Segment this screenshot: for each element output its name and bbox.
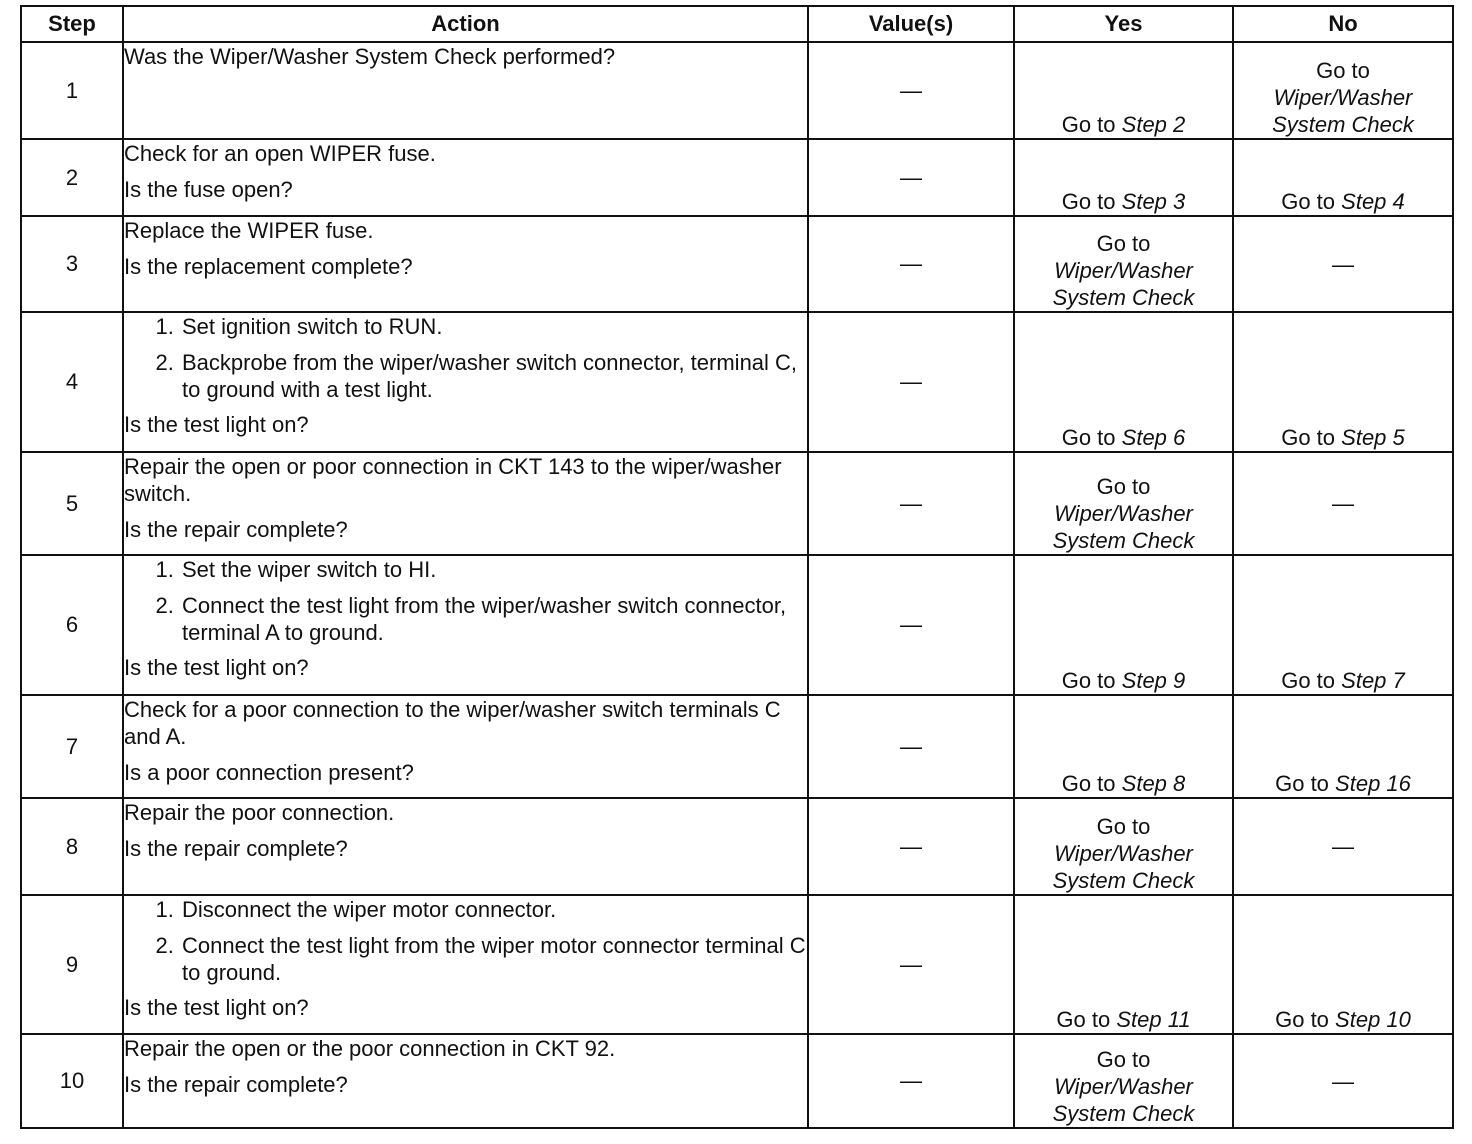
no-cell [1233, 452, 1453, 555]
no-check-line2: System Check [1272, 112, 1414, 137]
action-text: Replace the WIPER fuse. [124, 218, 374, 243]
yes-go-to: Go to [1096, 1047, 1151, 1072]
table-row [21, 1034, 1453, 1128]
yes-check-line2: System Check [1052, 285, 1195, 310]
table-row [21, 798, 1453, 895]
no-go-to: Go to [1281, 668, 1336, 693]
header-yes: Yes [1014, 6, 1233, 42]
step-number: 7 [21, 695, 123, 798]
value-cell [808, 555, 1014, 695]
no-go-to: Go to [1316, 58, 1370, 83]
header-step: Step [21, 6, 123, 42]
yes-go-to: Go to [1061, 668, 1116, 693]
header-row [21, 6, 1453, 42]
action-question: Is the repair complete? [124, 836, 348, 861]
no-go-to: Go to [1275, 771, 1329, 796]
table-row [21, 895, 1453, 1034]
action-question: Is the fuse open? [124, 177, 293, 202]
no-dash: — [1332, 491, 1354, 516]
action-cell [123, 895, 808, 1034]
action-steps [124, 896, 807, 986]
step-number: 9 [21, 895, 123, 1034]
table-row [21, 312, 1453, 452]
no-cell [1233, 42, 1453, 139]
action-question: Is the replacement complete? [124, 254, 413, 279]
action-cell [123, 695, 808, 798]
step-number: 1 [21, 42, 123, 139]
action-text: Check for an open WIPER fuse. [124, 141, 436, 166]
no-dash: — [1332, 834, 1354, 859]
action-step-item: 1. Disconnect the wiper motor connector. [180, 896, 807, 923]
no-step-link: Step 5 [1341, 425, 1405, 450]
action-cell [123, 42, 808, 139]
yes-cell [1014, 139, 1233, 216]
yes-check-line1: Wiper/Washer [1054, 1074, 1193, 1099]
value-dash: — [900, 951, 922, 977]
step-number: 10 [21, 1034, 123, 1128]
table-row [21, 555, 1453, 695]
table-row [21, 42, 1453, 139]
value-dash: — [900, 251, 922, 276]
no-cell [1233, 139, 1453, 216]
yes-go-to: Go to [1096, 474, 1151, 499]
yes-cell [1014, 452, 1233, 555]
value-cell [808, 1034, 1014, 1128]
no-step-link: Step 16 [1335, 771, 1411, 796]
action-question: Is a poor connection present? [124, 760, 414, 785]
value-dash: — [900, 612, 922, 637]
no-cell [1233, 555, 1453, 695]
action-cell [123, 798, 808, 895]
header-action: Action [123, 6, 808, 42]
no-go-to: Go to [1281, 425, 1336, 450]
step-number: 2 [21, 139, 123, 216]
value-cell [808, 312, 1014, 452]
action-text: Repair the open or poor connection in CKT 143 to the wiper/washer switch. [124, 454, 782, 506]
value-cell [808, 895, 1014, 1034]
value-dash: — [900, 369, 922, 394]
action-step-item: 2. Connect the test light from the wiper motor connector terminal C to ground. [180, 932, 807, 986]
yes-cell [1014, 555, 1233, 695]
value-cell [808, 452, 1014, 555]
value-dash: — [900, 833, 922, 859]
table-row [21, 695, 1453, 798]
yes-step-link: Step 3 [1121, 189, 1186, 214]
yes-cell [1014, 798, 1233, 895]
yes-step-link: Step 2 [1121, 112, 1186, 137]
value-cell [808, 42, 1014, 139]
yes-cell [1014, 895, 1233, 1034]
yes-go-to: Go to [1096, 231, 1151, 256]
action-cell [123, 452, 808, 555]
value-cell [808, 139, 1014, 216]
diagnostic-table [20, 5, 1454, 1129]
value-cell [808, 695, 1014, 798]
no-cell [1233, 695, 1453, 798]
no-cell [1233, 798, 1453, 895]
action-text: Check for a poor connection to the wiper/washer switch terminals C and A. [124, 697, 781, 749]
step-number: 4 [21, 312, 123, 452]
action-step-item: 2. Backprobe from the wiper/washer switch connector, terminal C, to ground with a test light. [180, 349, 807, 403]
yes-step-link: Step 8 [1121, 771, 1186, 796]
action-question: Is the repair complete? [124, 517, 348, 542]
step-number: 8 [21, 798, 123, 895]
action-text: Repair the poor connection. [124, 800, 395, 825]
yes-cell [1014, 695, 1233, 798]
no-go-to: Go to [1281, 189, 1336, 214]
value-cell [808, 798, 1014, 895]
no-step-link: Step 4 [1341, 189, 1405, 214]
no-dash: — [1332, 1068, 1354, 1094]
step-number: 6 [21, 555, 123, 695]
no-step-link: Step 7 [1341, 668, 1405, 693]
action-text: Was the Wiper/Washer System Check performed? [124, 44, 616, 69]
yes-go-to: Go to [1056, 1007, 1111, 1032]
yes-step-link: Step 9 [1121, 668, 1186, 693]
no-dash: — [1332, 251, 1354, 277]
action-question: Is the test light on? [124, 655, 309, 680]
step-number: 3 [21, 216, 123, 312]
action-cell [123, 555, 808, 695]
value-cell [808, 216, 1014, 312]
yes-go-to: Go to [1061, 112, 1116, 137]
yes-cell [1014, 42, 1233, 139]
header-no: No [1233, 6, 1453, 42]
no-cell [1233, 895, 1453, 1034]
table-row [21, 452, 1453, 555]
yes-check-line1: Wiper/Washer [1054, 501, 1193, 526]
action-question: Is the repair complete? [124, 1072, 348, 1097]
value-dash: — [900, 77, 922, 103]
yes-check-line2: System Check [1052, 1101, 1195, 1126]
action-cell [123, 216, 808, 312]
yes-go-to: Go to [1061, 425, 1116, 450]
value-dash: — [900, 164, 922, 190]
yes-step-link: Step 11 [1116, 1007, 1191, 1032]
no-step-link: Step 10 [1335, 1007, 1411, 1032]
yes-check-line2: System Check [1052, 868, 1195, 893]
yes-cell [1014, 1034, 1233, 1128]
yes-go-to: Go to [1096, 814, 1151, 839]
table-row [21, 139, 1453, 216]
no-cell [1233, 312, 1453, 452]
header-values: Value(s) [808, 6, 1014, 42]
value-dash: — [900, 733, 922, 759]
yes-check-line1: Wiper/Washer [1054, 841, 1193, 866]
no-check-line1: Wiper/Washer [1273, 85, 1413, 110]
table-row [21, 216, 1453, 312]
action-cell [123, 139, 808, 216]
action-cell [123, 1034, 808, 1128]
yes-step-link: Step 6 [1121, 425, 1186, 450]
action-cell [123, 312, 808, 452]
yes-go-to: Go to [1061, 771, 1116, 796]
action-step-item: 1. Set the wiper switch to HI. [180, 556, 807, 583]
action-steps [124, 313, 807, 403]
action-step-item: 2. Connect the test light from the wiper/washer switch connector, terminal A to ground. [180, 592, 807, 646]
no-go-to: Go to [1275, 1007, 1329, 1032]
yes-go-to: Go to [1061, 189, 1116, 214]
yes-cell [1014, 216, 1233, 312]
action-step-item: 1. Set ignition switch to RUN. [180, 313, 807, 340]
step-number: 5 [21, 452, 123, 555]
action-steps [124, 556, 807, 646]
value-dash: — [900, 490, 922, 516]
value-dash: — [900, 1068, 922, 1093]
yes-check-line2: System Check [1052, 528, 1195, 553]
action-question: Is the test light on? [124, 995, 309, 1020]
no-cell [1233, 1034, 1453, 1128]
yes-cell [1014, 312, 1233, 452]
action-question: Is the test light on? [124, 412, 309, 437]
action-text: Repair the open or the poor connection in CKT 92. [124, 1036, 616, 1061]
no-cell [1233, 216, 1453, 312]
yes-check-line1: Wiper/Washer [1054, 258, 1193, 283]
